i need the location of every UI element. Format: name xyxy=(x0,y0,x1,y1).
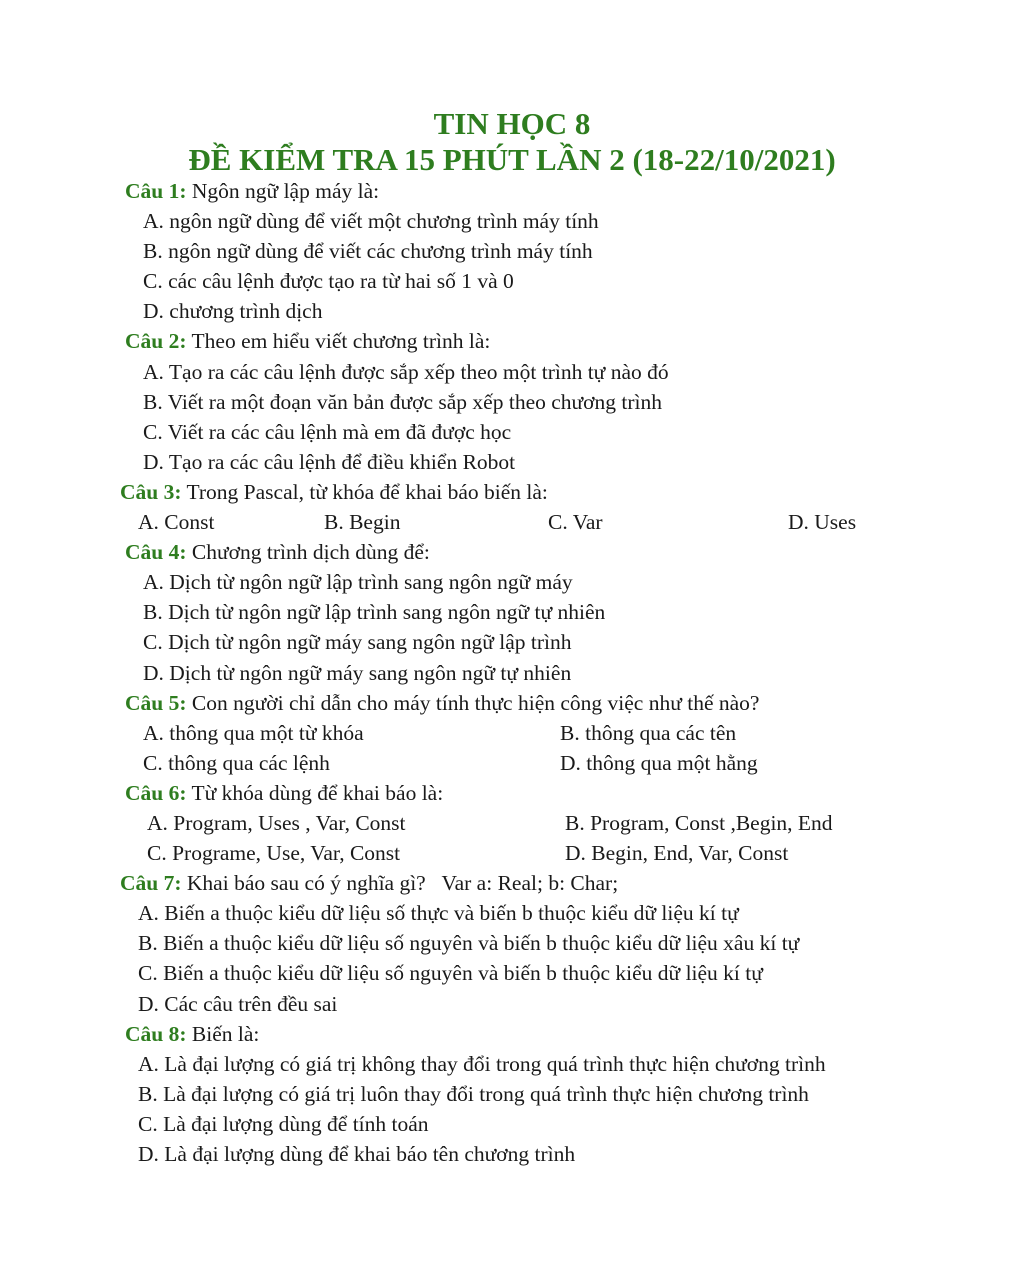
question-4 xyxy=(0,537,1024,567)
option-7b: B. Biến a thuộc kiểu dữ liệu số nguyên và biến b thuộc kiểu dữ liệu xâu kí tự xyxy=(138,931,800,956)
question-3 xyxy=(0,477,1024,507)
question-1 xyxy=(0,176,1024,206)
option-4d: D. Dịch từ ngôn ngữ máy sang ngôn ngữ tự nhiên xyxy=(143,660,572,685)
question-text: Con người chỉ dẫn cho máy tính thực hiện công việc như thế nào? xyxy=(186,690,760,715)
option-8d: D. Là đại lượng dùng để khai báo tên chương trình xyxy=(138,1142,576,1166)
option-4a: A. Dịch từ ngôn ngữ lập trình sang ngôn ngữ máy xyxy=(143,570,573,595)
option-8c: C. Là đại lượng dùng để tính toán xyxy=(138,1111,429,1136)
option-3d: D. Uses xyxy=(788,510,857,535)
option-1c: C. các câu lệnh được tạo ra từ hai số 1 và 0 xyxy=(143,269,514,294)
question-2 xyxy=(0,326,1024,356)
option-5c: C. thông qua các lệnh xyxy=(143,750,330,775)
exam-title: ĐỀ KIỂM TRA 15 PHÚT LẦN 2 (18-22/10/2021) xyxy=(188,142,836,177)
question-number: Câu 2: xyxy=(125,329,187,354)
option-5d: D. thông qua một hằng xyxy=(560,750,758,775)
option-6c: C. Programe, Use, Var, Const xyxy=(147,841,401,866)
option-6a: A. Program, Uses , Var, Const xyxy=(147,810,406,835)
question-7 xyxy=(0,868,1024,898)
question-text: Từ khóa dùng để khai báo là: xyxy=(186,780,444,805)
option-2d: D. Tạo ra các câu lệnh để điều khiển Robot xyxy=(143,449,516,474)
question-number: Câu 5: xyxy=(125,690,187,715)
option-5a: A. thông qua một từ khóa xyxy=(143,720,364,745)
question-text: Trong Pascal, từ khóa để khai báo biến là: xyxy=(181,479,548,504)
question-number: Câu 6: xyxy=(125,780,187,805)
question-text: Theo em hiểu viết chương trình là: xyxy=(186,329,491,354)
option-3a: A. Const xyxy=(138,510,215,535)
option-7a: A. Biến a thuộc kiểu dữ liệu số thực và biến b thuộc kiểu dữ liệu kí tự xyxy=(138,901,739,926)
question-8 xyxy=(0,1019,1024,1049)
question-6 xyxy=(0,778,1024,808)
question-number: Câu 7: xyxy=(120,871,182,896)
question-number: Câu 4: xyxy=(125,540,187,565)
option-2b: B. Viết ra một đoạn văn bản được sắp xếp theo chương trình xyxy=(143,389,663,414)
option-7c: C. Biến a thuộc kiểu dữ liệu số nguyên và biến b thuộc kiểu dữ liệu kí tự xyxy=(138,961,763,986)
option-1d: D. chương trình dịch xyxy=(143,299,323,324)
option-7d: D. Các câu trên đều sai xyxy=(138,991,338,1016)
option-4c: C. Dịch từ ngôn ngữ máy sang ngôn ngữ lập trình xyxy=(143,630,572,655)
option-1b: B. ngôn ngữ dùng để viết các chương trình máy tính xyxy=(143,239,593,264)
option-3c: C. Var xyxy=(548,510,603,535)
question-text: Ngôn ngữ lập máy là: xyxy=(186,179,380,203)
option-2c: C. Viết ra các câu lệnh mà em đã được học xyxy=(143,419,512,444)
question-text: Biến là: xyxy=(186,1021,260,1046)
subject-title: TIN HỌC 8 xyxy=(433,106,591,141)
option-2a: A. Tạo ra các câu lệnh được sắp xếp theo một trình tự nào đó xyxy=(143,359,669,384)
question-number: Câu 8: xyxy=(125,1021,187,1046)
question-number: Câu 3: xyxy=(120,479,182,504)
question-5 xyxy=(0,688,1024,718)
question-text: Chương trình dịch dùng để: xyxy=(186,540,430,565)
option-4b: B. Dịch từ ngôn ngữ lập trình sang ngôn ngữ tự nhiên xyxy=(143,600,606,625)
option-8a: A. Là đại lượng có giá trị không thay đổi trong quá trình thực hiện chương trình xyxy=(138,1051,826,1076)
question-number: Câu 1: xyxy=(125,179,187,203)
option-3b: B. Begin xyxy=(324,510,401,535)
question-text: Khai báo sau có ý nghĩa gì? Var a: Real; b: Char; xyxy=(181,871,619,896)
option-1a: A. ngôn ngữ dùng để viết một chương trình máy tính xyxy=(143,209,599,234)
option-8b: B. Là đại lượng có giá trị luôn thay đổi trong quá trình thực hiện chương trình xyxy=(138,1081,809,1106)
option-5b: B. thông qua các tên xyxy=(560,720,737,745)
option-6d: D. Begin, End, Var, Const xyxy=(565,841,789,866)
option-6b: B. Program, Const ,Begin, End xyxy=(565,810,833,835)
exam-body xyxy=(0,176,1024,1169)
